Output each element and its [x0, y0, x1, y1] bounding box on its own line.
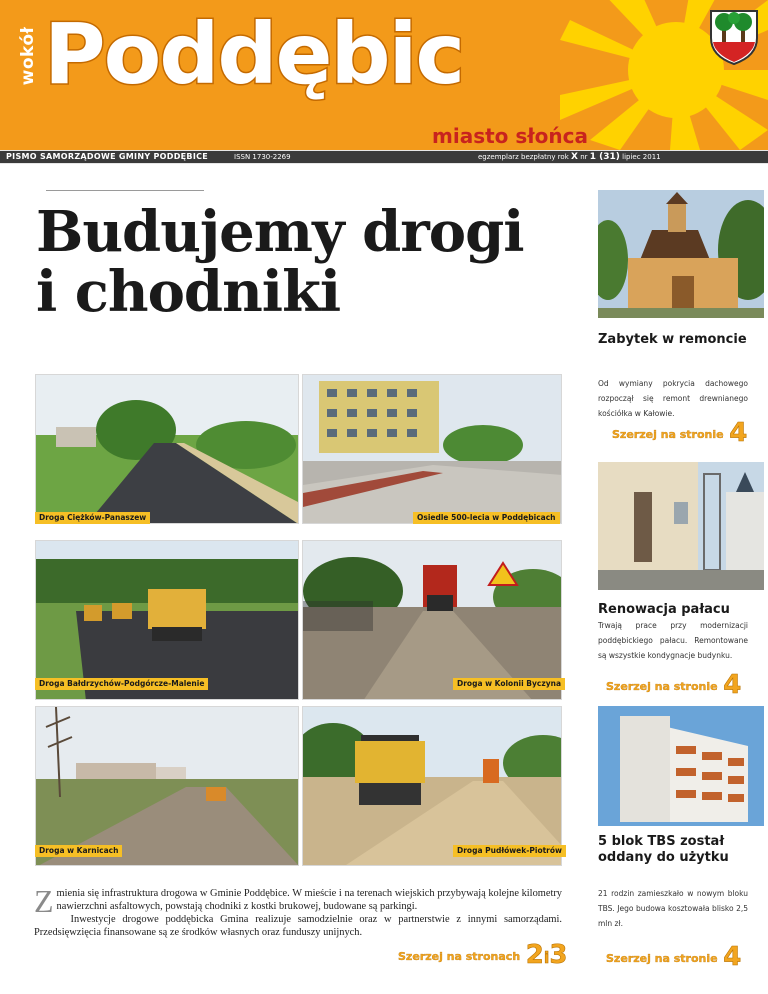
- photo-palace-renovation: [598, 462, 764, 590]
- publication-label: PISMO SAMORZĄDOWE GMINY PODDĘBICE: [6, 152, 209, 161]
- see-more-page-4[interactable]: Szerzej na stronie 4: [606, 942, 742, 972]
- photo-road-karnice: [35, 706, 299, 866]
- page-headline: [36, 199, 524, 325]
- photo-caption: Droga Pudłówek-Piotrów: [453, 845, 566, 857]
- masthead: [0, 0, 768, 150]
- issue-info: egzemplarz bezpłatny rok X nr 1 (31) lipiec 2011: [478, 152, 661, 162]
- sidebar-text: Od wymiany pokrycia dachowego rozpoczął się remont drewnianego kościółka w Kałowie.: [598, 379, 748, 418]
- photo-caption: Droga w Kolonii Byczyna: [453, 678, 565, 690]
- masthead-title: Poddębic: [44, 5, 464, 103]
- photo-osiedle-500-lecia: [302, 374, 562, 524]
- sidebar-title: 5 blok TBS został oddany do użytku: [598, 834, 729, 865]
- masthead-tagline: miasto słońca: [432, 124, 589, 148]
- issn-label: ISSN 1730-2269: [234, 153, 291, 161]
- see-more-pages-2-3[interactable]: Szerzej na stronach 2i3: [398, 940, 568, 970]
- article-paragraph-2: Inwestycje drogowe poddębicka Gmina realizuje samodzielnie oraz w partnerstwie z innymi samorządami. Przedsięwzięcia finansowane są ze środków własnych oraz funduszy unijnych.: [34, 914, 562, 938]
- photo-road-kolonia-byczyna: [302, 540, 562, 700]
- drop-cap: Z: [34, 883, 54, 919]
- photo-road-ciezkow-panaszew: [35, 374, 299, 524]
- photo-caption: Droga Bałdrzychów-Podgórcze-Malenie: [35, 678, 208, 690]
- photo-caption: Droga w Karnicach: [35, 845, 122, 857]
- sidebar-text: 21 rodzin zamieszkało w nowym bloku TBS. Jego budowa kosztowała blisko 2,5 mln zł.: [598, 889, 748, 928]
- masthead-prefix: wokół: [18, 26, 38, 86]
- lead-article: [34, 883, 562, 939]
- headline-line-1: Budujemy drogi: [36, 199, 524, 265]
- issue-info-bar: [0, 150, 768, 164]
- sidebar: [592, 180, 768, 994]
- photo-tbs-apartment-block: [598, 706, 764, 826]
- headline-rule: [46, 190, 204, 191]
- see-more-page-4[interactable]: Szerzej na stronie 4: [606, 670, 742, 700]
- photo-caption: Droga Ciężków-Panaszew: [35, 512, 150, 524]
- photo-road-baldrzychow: [35, 540, 299, 700]
- sidebar-title: Renowacja pałacu: [598, 602, 730, 617]
- headline-line-2: i chodniki: [36, 259, 341, 325]
- article-paragraph-1: mienia się infrastruktura drogowa w Gminie Poddębice. W mieście i na terenach wiejskich przybywają kolejne kilometry nawierzchni asfaltowych, powstają chodniki z kostki brukowej, budowane są parkingi.: [56, 888, 562, 912]
- sidebar-title: Zabytek w remoncie: [598, 332, 747, 347]
- sidebar-text: Trwają prace przy modernizacji poddębickiego pałacu. Remontowane są wszystkie kondygnacje budynku.: [598, 621, 748, 660]
- coat-of-arms-icon: [708, 8, 760, 66]
- see-more-page-4[interactable]: Szerzej na stronie 4: [612, 418, 748, 448]
- photo-caption: Osiedle 500-lecia w Poddębicach: [413, 512, 560, 524]
- photo-wooden-church: [598, 190, 764, 318]
- photo-road-pudlowek-piotrow: [302, 706, 562, 866]
